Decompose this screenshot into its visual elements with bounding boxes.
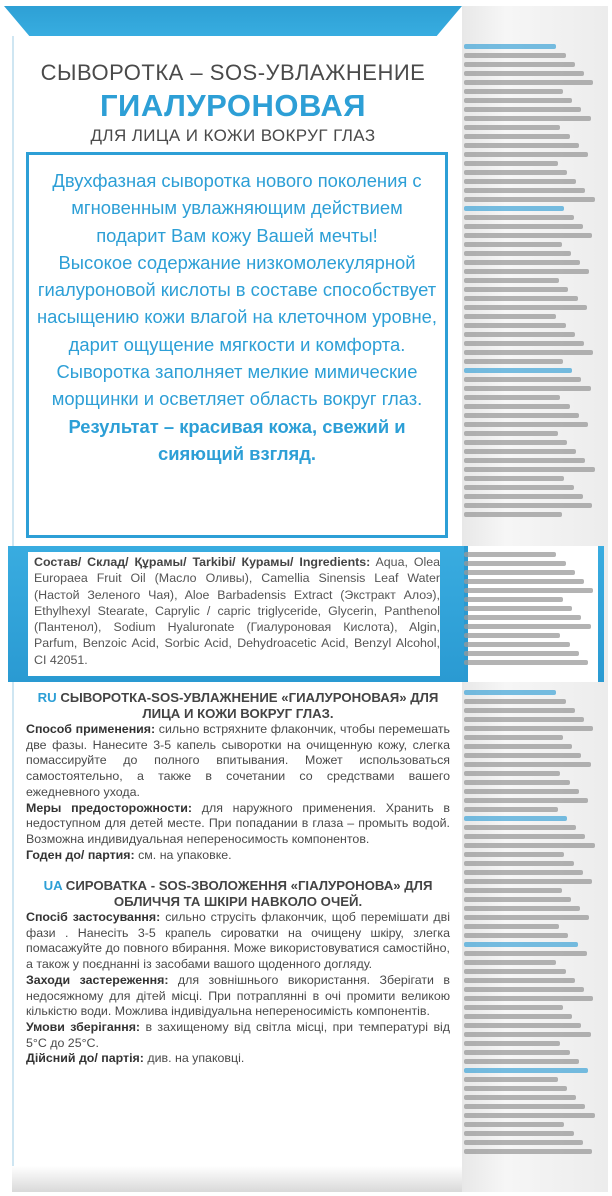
fineprint-line [464, 834, 585, 839]
ru-usage-text: сильно встряхните флакончик, чтобы перемешать две фазы. Нанесите 3-5 капель сыворотки на очищенную кожу, слегка помассируйте до полного впитывания. Может использоваться самостоятельно, а также в сочетании со средствами вашего ежедневного ухода. [26, 722, 450, 799]
fineprint-line [464, 485, 574, 490]
fineprint-line [464, 404, 570, 409]
fineprint-line [464, 1068, 588, 1073]
fineprint-line [464, 287, 568, 292]
fineprint-line [464, 588, 593, 593]
claim-result: Результат – красивая кожа, свежий и сияющий взгляд. [68, 415, 406, 464]
fineprint-line [464, 206, 564, 211]
fineprint-line [464, 197, 595, 202]
claim-paragraph: Высокое содержание низкомолекулярной гиалуроновой кислоты в составе способствует насыщению кожи влагой на клеточном уровне, дарит ощущение мягкости и комфорта. [36, 251, 438, 355]
fineprint-line [464, 116, 591, 121]
fineprint-line [464, 413, 579, 418]
fineprint-line [464, 816, 567, 821]
ru-expiry-label: Годен до/ партия: [26, 847, 135, 862]
fineprint-line [464, 134, 570, 139]
fineprint-line [464, 368, 572, 373]
ua-storage-text: в захищеному від світла місці, при температурі від 5°С до 25°С. [26, 1019, 451, 1050]
fineprint-line [464, 906, 580, 911]
fineprint-line [464, 960, 556, 965]
fineprint-line [464, 660, 588, 665]
fineprint-line [464, 690, 556, 695]
fineprint-line [464, 1149, 592, 1154]
product-type: СЫВОРОТКА – SOS-УВЛАЖНЕНИЕ [40, 60, 426, 85]
fineprint-line [464, 744, 572, 749]
fineprint-line [464, 62, 575, 67]
fineprint-line [464, 143, 579, 148]
fineprint-line [464, 924, 559, 929]
fineprint-line [464, 651, 579, 656]
fineprint-line [464, 1122, 564, 1127]
fineprint-line [464, 969, 566, 974]
fineprint-line [464, 161, 558, 166]
fineprint-line [464, 1023, 581, 1028]
fineprint-line [464, 825, 576, 830]
fineprint-line [464, 870, 583, 875]
ua-usage [26, 910, 450, 973]
fineprint-line [464, 615, 581, 620]
fineprint-line [464, 987, 584, 992]
ru-caution-label: Меры предосторожности: [26, 800, 193, 815]
fineprint-line [464, 233, 592, 238]
fineprint-line [464, 188, 585, 193]
fineprint-line [464, 152, 588, 157]
fineprint-line [464, 1131, 574, 1136]
ua-storage [26, 1020, 450, 1051]
fineprint-line [464, 242, 562, 247]
ua-title-text: СИРОВАТКА - SOS-ЗВОЛОЖЕННЯ «ГІАЛУРОНОВА» ДЛЯ ОБЛИЧЧЯ ТА ШКІРИ НАВКОЛО ОЧЕЙ. [65, 878, 433, 909]
fineprint-line [464, 915, 589, 920]
fineprint-line [464, 597, 563, 602]
fineprint-line [464, 570, 575, 575]
fineprint-line [464, 1086, 567, 1091]
fineprint-line [464, 179, 576, 184]
ru-lang-code: RU [37, 690, 57, 705]
fineprint-line [464, 1014, 572, 1019]
fineprint-line [464, 708, 575, 713]
fineprint-line [464, 296, 578, 301]
fineprint-line [464, 170, 567, 175]
fineprint-line [464, 879, 592, 884]
ua-caution-text: для зовнішнього використання. Зберігати в недосяжному для дітей місці. При потраплянні в очі промити великою кількістю води. Можлива індивідуальна непереносимість компонентів. [26, 972, 450, 1019]
fineprint-line [464, 1041, 560, 1046]
fineprint-line [464, 494, 583, 499]
fineprint-line [464, 861, 574, 866]
fineprint-line [464, 789, 579, 794]
product-target: ДЛЯ ЛИЦА И КОЖИ ВОКРУГ ГЛАЗ [90, 126, 376, 145]
fineprint-line [464, 852, 564, 857]
fineprint-line [464, 431, 558, 436]
fineprint-line [464, 395, 560, 400]
fineprint-line [464, 642, 570, 647]
ua-lang-code: UA [43, 878, 63, 893]
fineprint-line [464, 80, 593, 85]
fineprint-line [464, 1077, 558, 1082]
fineprint-line [464, 305, 587, 310]
ua-expiry-label: Дійсний до/ партія: [26, 1051, 144, 1066]
fineprint-line [464, 215, 574, 220]
fineprint-line [464, 633, 560, 638]
fineprint-line [464, 1095, 576, 1100]
fineprint-line [464, 843, 595, 848]
fineprint-line [464, 1113, 595, 1118]
fineprint-line [464, 978, 575, 983]
fineprint-line [464, 422, 588, 427]
fineprint-line [464, 44, 556, 49]
fineprint-line [464, 350, 593, 355]
ingredients-label: Состав/ Склад/ Құрамы/ Tarkibi/ Курамы/ Ingredients: [34, 555, 371, 569]
fineprint-line [464, 278, 559, 283]
fineprint-line [464, 933, 568, 938]
fineprint-line [464, 260, 580, 265]
fineprint-line [464, 888, 562, 893]
fineprint-line [464, 552, 556, 557]
fineprint-line [464, 1032, 591, 1037]
ru-caution [26, 801, 450, 848]
fineprint-line [464, 951, 587, 956]
fineprint-line [464, 798, 588, 803]
fineprint-line [464, 269, 589, 274]
fineprint-line [464, 71, 584, 76]
fineprint-line [464, 476, 564, 481]
ru-title-text: СЫВОРОТКА-SOS-УВЛАЖНЕНИЕ «ГИАЛУРОНОВАЯ» ДЛЯ ЛИЦА И КОЖИ ВОКРУГ ГЛАЗ. [60, 690, 439, 721]
fineprint-line [464, 386, 591, 391]
ua-usage-label: Спосіб застосування: [26, 910, 161, 924]
fineprint-line [464, 53, 566, 58]
fineprint-line [464, 717, 584, 722]
ru-title [26, 690, 450, 722]
bottom-edge [12, 1166, 462, 1192]
fineprint-line [464, 1140, 583, 1145]
ua-expiry-text: див. на упаковці. [147, 1051, 245, 1066]
fineprint-line [464, 699, 566, 704]
fineprint-line [464, 780, 570, 785]
fineprint-line [464, 579, 584, 584]
side-fineprint-band [464, 552, 596, 676]
ingredients-block [28, 552, 440, 676]
claim-paragraph: Сыворотка заполняет мелкие мимические морщинки и осветляет область вокруг глаз. [51, 361, 423, 410]
ua-title [26, 878, 450, 910]
fineprint-line [464, 807, 558, 812]
ua-instructions [26, 878, 450, 1067]
fineprint-line [464, 251, 571, 256]
fineprint-line [464, 377, 581, 382]
claim-paragraph: Двухфазная сыворотка нового поколения с мгновенным увлажняющим действием подарит Вам кожу Вашей мечты! [52, 170, 422, 246]
fineprint-line [464, 323, 566, 328]
fineprint-line [464, 440, 567, 445]
claim-box [26, 152, 448, 538]
product-name: ГИАЛУРОНОВАЯ [99, 88, 367, 123]
ru-usage-label: Способ применения: [26, 722, 156, 736]
fineprint-line [464, 1050, 570, 1055]
fineprint-line [464, 726, 593, 731]
fineprint-line [464, 503, 592, 508]
side-fineprint-bottom [464, 690, 596, 1160]
fineprint-line [464, 224, 583, 229]
ru-caution-text: для наружного применения. Хранить в недоступном для детей месте. При попадании в глаза – промыть водой. Возможна индивидуальная непереносимость компонентов. [26, 800, 450, 846]
fineprint-line [464, 449, 576, 454]
fineprint-line [464, 624, 591, 629]
fineprint-line [464, 735, 563, 740]
fineprint-line [464, 89, 563, 94]
ua-caution [26, 973, 450, 1020]
fineprint-line [464, 996, 593, 1001]
ru-expiry [26, 848, 450, 864]
fineprint-line [464, 753, 581, 758]
ua-caution-label: Заходи застереження: [26, 972, 169, 987]
fineprint-line [464, 1059, 579, 1064]
fineprint-line [464, 467, 595, 472]
fineprint-line [464, 606, 572, 611]
fineprint-line [464, 1005, 563, 1010]
fineprint-line [464, 314, 556, 319]
fineprint-line [464, 762, 591, 767]
fineprint-line [464, 107, 581, 112]
ingredients-text: Aqua, Olea Europaea Fruit Oil (Масло Оливы), Camellia Sinensis Leaf Water (Настой Зеленого Чая), Aloe Barbadensis Extract (Экстракт Алоэ), Ethylhexyl Stearate, Caprylic / capric triglyceride, Glycerin, Panthenol (Пантенол), Sodium Hyaluronate (Гиалуроновая Кислота), Algin, Parfum, Benzoic Acid, Sorbic Acid, Dehydroacetic Acid, Benzyl Alcohol, CI 42051. [34, 555, 440, 667]
fineprint-line [464, 561, 566, 566]
fineprint-line [464, 125, 560, 130]
fineprint-line [464, 512, 562, 517]
ru-usage [26, 722, 450, 801]
fineprint-line [464, 942, 578, 947]
fineprint-line [464, 458, 585, 463]
fineprint-line [464, 359, 563, 364]
fineprint-line [464, 341, 584, 346]
ru-instructions [26, 690, 450, 863]
ua-storage-label: Умови зберігання: [26, 1019, 141, 1034]
ru-expiry-text: см. на упаковке. [138, 847, 232, 862]
fineprint-line [464, 771, 560, 776]
side-fineprint-top [464, 44, 596, 524]
fineprint-line [464, 897, 571, 902]
ua-usage-text: сильно струсіть флакончик, щоб перемішати дві фази . Нанесіть 3-5 крапель сироватки на очищену шкіру, злегка помасажуйте до повного вбирання. Може використовуватися самостійно, а також у поєднанні із засобами вашого щоденного догляду. [26, 910, 450, 972]
fineprint-line [464, 332, 575, 337]
fineprint-line [464, 1104, 585, 1109]
fineprint-line [464, 98, 572, 103]
ua-expiry [26, 1051, 450, 1067]
